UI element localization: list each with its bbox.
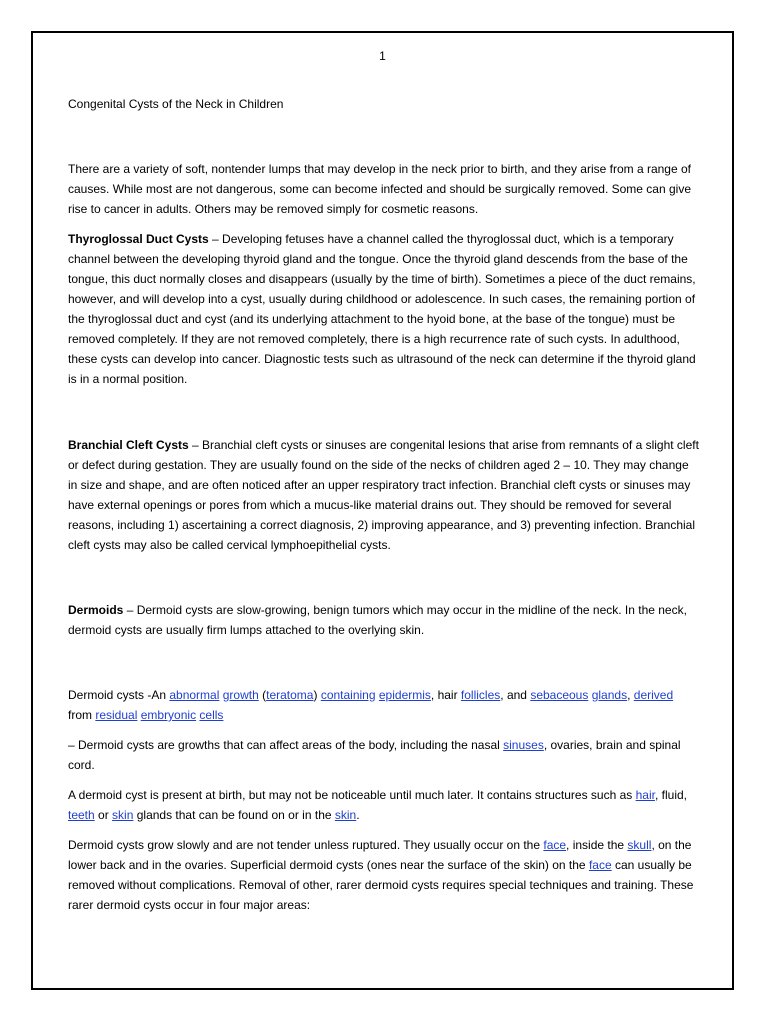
link-derived[interactable]: derived xyxy=(633,688,674,702)
grow-text: Dermoid cysts grow slowly and are not tender unless ruptured. They usually occur on the xyxy=(68,838,544,852)
link-embryonic[interactable]: embryonic xyxy=(140,708,197,722)
document-title: Congenital Cysts of the Neck in Children xyxy=(68,97,284,111)
link-face[interactable]: face xyxy=(543,838,567,852)
thyroglossal-text: – Developing fetuses have a channel called the thyroglossal duct, which is a temporary channel between the developing thyroid gland and the tongue. Once the thyroid gland descends from the base of the tongue, this duct normally closes and disappears (usually by the time of birth). Sometimes a piece of the duct remains, however, and will develop into a cyst, usually during childhood or adolescence. In such cases, the remaining portion of the thyroglossal duct and cyst (and its underlying attachment to the hyoid bone, at the base of the tongue) must be removed completely. If they are not removed completely, there is a high recurrence rate of such cysts. In adulthood, these cysts can develop into cancer. Diagnostic tests such as ultrasound of the neck can determine if the thyroid gland is in a normal position. xyxy=(68,232,696,386)
link-growth[interactable]: growth xyxy=(222,688,259,702)
branchial-heading: Branchial Cleft Cysts xyxy=(68,438,189,452)
dermoid-definition-paragraph xyxy=(68,685,699,725)
definition-text: , and xyxy=(500,688,531,702)
document-page xyxy=(31,31,734,990)
grow-text: can usually be removed without complications. Removal of other, rarer dermoid cysts requires special techniques and training. These rarer dermoid cysts occur in four major areas: xyxy=(68,858,694,912)
growths-text: – Dermoid cysts are growths that can affect areas of the body, including the nasal xyxy=(68,738,504,752)
present-text: A dermoid cyst is present at birth, but may not be noticeable until much later. It contains structures such as xyxy=(68,788,636,802)
link-sinuses[interactable]: sinuses xyxy=(503,738,544,752)
link-residual[interactable]: residual xyxy=(95,708,138,722)
page-number: 1 xyxy=(379,49,386,63)
present-text: glands that can be found on or in the xyxy=(133,808,335,822)
growths-text: , ovaries, brain and spinal cord. xyxy=(68,738,681,772)
grow-slowly-paragraph xyxy=(68,835,699,915)
link-sebaceous[interactable]: sebaceous xyxy=(530,688,589,702)
link-follicles[interactable]: follicles xyxy=(460,688,501,702)
link-cells[interactable]: cells xyxy=(199,708,224,722)
link-abnormal[interactable]: abnormal xyxy=(169,688,220,702)
dermoids-text: – Dermoid cysts are slow-growing, benign tumors which may occur in the midline of the neck. In the neck, dermoid cysts are usually firm lumps attached to the overlying skin. xyxy=(68,603,687,637)
present-at-birth-paragraph xyxy=(68,785,699,825)
dermoids-paragraph xyxy=(68,600,699,640)
link-glands[interactable]: glands xyxy=(591,688,628,702)
thyroglossal-paragraph xyxy=(68,229,699,389)
present-text: . xyxy=(356,808,360,822)
link-skin[interactable]: skin xyxy=(112,808,134,822)
present-text: or xyxy=(94,808,113,822)
document-body xyxy=(68,94,699,915)
link-teeth[interactable]: teeth xyxy=(68,808,95,822)
definition-text: from xyxy=(68,708,96,722)
link-epidermis[interactable]: epidermis xyxy=(378,688,431,702)
link-hair[interactable]: hair xyxy=(635,788,655,802)
link-skull[interactable]: skull xyxy=(627,838,652,852)
dermoids-heading: Dermoids xyxy=(68,603,124,617)
branchial-text: – Branchial cleft cysts or sinuses are congenital lesions that arise from remnants of a slight cleft or defect during gestation. They are usually found on the side of the necks of children aged 2 – 10. They may change in size and shape, and are often noticed after an upper respiratory tract infection. Branchial cleft cysts or sinuses may have external openings or pores from which a mucus-like material drains out. They should be removed for several reasons, including 1) ascertaining a correct diagnosis, 2) improving appearance, and 3) preventing infection. Branchial cleft cysts may also be called cervical lymphoepithelial cysts. xyxy=(68,438,699,552)
definition-text: ( xyxy=(258,688,267,702)
definition-text: ) xyxy=(313,688,321,702)
link-face[interactable]: face xyxy=(588,858,612,872)
thyroglossal-heading: Thyroglossal Duct Cysts xyxy=(68,232,209,246)
link-teratoma[interactable]: teratoma xyxy=(266,688,314,702)
definition-text: , xyxy=(627,688,631,702)
definition-text: Dermoid cysts -An xyxy=(68,688,170,702)
branchial-paragraph xyxy=(68,435,699,555)
intro-paragraph: There are a variety of soft, nontender lumps that may develop in the neck prior to birth, and they arise from a range of causes. While most are not dangerous, some can become infected and should be surgically removed. Some can give rise to cancer in adults. Others may be removed simply for cosmetic reasons. xyxy=(68,162,692,216)
grow-text: , on the lower back and in the ovaries. Superficial dermoid cysts (ones near the surface of the skin) on the xyxy=(68,838,692,872)
definition-text: , hair xyxy=(430,688,461,702)
grow-text: , inside the xyxy=(566,838,628,852)
link-skin[interactable]: skin xyxy=(334,808,357,822)
present-text: , fluid, xyxy=(654,788,687,802)
growths-paragraph xyxy=(68,735,699,775)
link-containing[interactable]: containing xyxy=(320,688,376,702)
